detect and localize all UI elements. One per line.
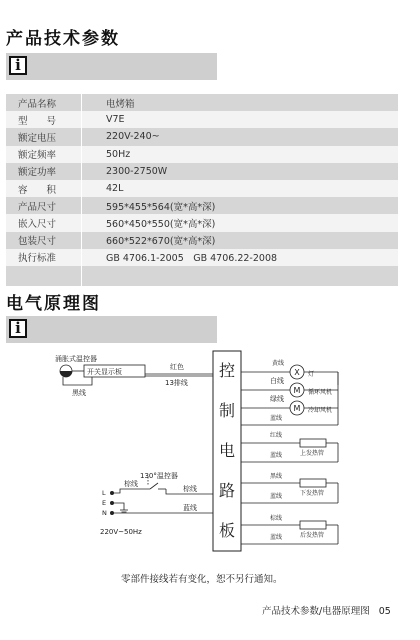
terminal-N: N — [102, 509, 107, 517]
spec-row — [6, 128, 398, 145]
thermostat-icon — [150, 483, 158, 489]
label-brown-wire-L: 棕线 — [124, 480, 138, 488]
spec-row — [6, 94, 398, 111]
info-bar-specs — [6, 53, 217, 80]
label-rear-heater: 后发热管 — [300, 532, 325, 539]
spec-row — [6, 197, 398, 214]
label-blue-line: 蓝线 — [270, 534, 283, 541]
page-number: 05 — [378, 606, 391, 617]
spec-value: 220V-240~ — [82, 128, 399, 145]
label-fan: 循环风机 — [308, 389, 333, 396]
spec-label: 额定功率 — [6, 163, 82, 180]
info-bar-diagram — [6, 316, 217, 343]
heater-icon — [300, 521, 326, 529]
lamp-symbol: X — [294, 368, 300, 377]
spec-value: 50Hz — [82, 146, 399, 163]
label-brown-wire: 棕线 — [183, 485, 197, 493]
label-black-wire: 黑线 — [72, 389, 86, 397]
label-thermostat: 130°温控器 — [140, 472, 178, 480]
disclaimer-note: 零部件接线若有变化，恕不另行通知。 — [121, 574, 283, 585]
wiring-diagram — [0, 345, 420, 570]
spec-table — [6, 94, 398, 286]
heater-icon — [300, 479, 326, 487]
label-top-heater: 上发热管 — [300, 450, 325, 457]
terminal-E: E — [102, 499, 107, 507]
spec-label: 执行标准 — [6, 249, 82, 266]
board-char: 电 — [218, 441, 236, 460]
spec-label — [6, 266, 82, 286]
spec-value: 电烤箱 — [82, 94, 399, 111]
spec-value: 595*455*564(宽*高*深) — [82, 197, 399, 214]
section-title-diagram: 电气原理图 — [6, 294, 101, 314]
spec-value — [82, 266, 399, 286]
spec-label: 包装尺寸 — [6, 232, 82, 249]
label-lamp: 灯 — [308, 371, 315, 378]
board-char: 控 — [218, 361, 236, 380]
info-icon: i — [9, 56, 27, 75]
section-title-specs: 产品技术参数 — [6, 29, 120, 49]
board-char: 板 — [218, 521, 236, 540]
spec-value: 560*450*550(宽*高*深) — [82, 214, 399, 231]
spec-row — [6, 111, 398, 128]
board-char: 制 — [218, 401, 236, 420]
terminal-L: L — [102, 489, 106, 497]
label-expansion-controller: 涌胀式温控器 — [55, 355, 97, 363]
label-green-wire: 绿线 — [270, 395, 284, 403]
label-red-line: 红线 — [270, 432, 283, 439]
spec-row — [6, 266, 398, 286]
label-red-wire: 红色 — [170, 363, 184, 371]
spec-value: 660*522*670(宽*高*深) — [82, 232, 399, 249]
spec-row — [6, 232, 398, 249]
ground-icon — [112, 503, 124, 510]
label-cooling-fan: 冷却风机 — [308, 407, 333, 414]
spec-row — [6, 146, 398, 163]
spec-row — [6, 180, 398, 197]
label-blue-line: 蓝线 — [270, 493, 283, 500]
label-blue-wire: 蓝线 — [270, 415, 283, 422]
motor-symbol: M — [293, 404, 301, 413]
footer-text: 产品技术参数/电器原理图 — [262, 606, 370, 617]
label-white-wire: 白线 — [270, 377, 284, 385]
motor-symbol: M — [293, 386, 301, 395]
spec-label: 额定频率 — [6, 146, 82, 163]
spec-value: 42L — [82, 180, 399, 197]
label-yellow-wire: 黄线 — [272, 360, 285, 367]
spec-label: 产品名称 — [6, 94, 82, 111]
spec-row — [6, 249, 398, 266]
spec-value: V7E — [82, 111, 399, 128]
page-footer — [262, 603, 391, 617]
label-bottom-heater: 下发热管 — [300, 490, 325, 497]
label-blue-wire-N: 蓝线 — [183, 504, 197, 512]
spec-label: 产品尺寸 — [6, 197, 82, 214]
label-supply: 220V~50Hz — [100, 528, 142, 536]
heater-icon — [300, 439, 326, 447]
spec-row — [6, 214, 398, 231]
label-ribbon-cable: 13排线 — [165, 379, 188, 387]
label-blue-line: 蓝线 — [270, 452, 283, 459]
label-black-line: 黑线 — [270, 473, 283, 480]
label-switch-display: 开关显示板 — [87, 368, 122, 376]
board-char: 路 — [218, 481, 236, 500]
spec-label: 嵌入尺寸 — [6, 214, 82, 231]
info-icon: i — [9, 319, 27, 338]
spec-value: GB 4706.1-2005 GB 4706.22-2008 — [82, 249, 399, 266]
spec-value: 2300-2750W — [82, 163, 399, 180]
spec-row — [6, 163, 398, 180]
label-brown-line: 棕线 — [270, 515, 283, 522]
spec-label: 容 积 — [6, 180, 82, 197]
spec-label: 额定电压 — [6, 128, 82, 145]
spec-label: 型 号 — [6, 111, 82, 128]
